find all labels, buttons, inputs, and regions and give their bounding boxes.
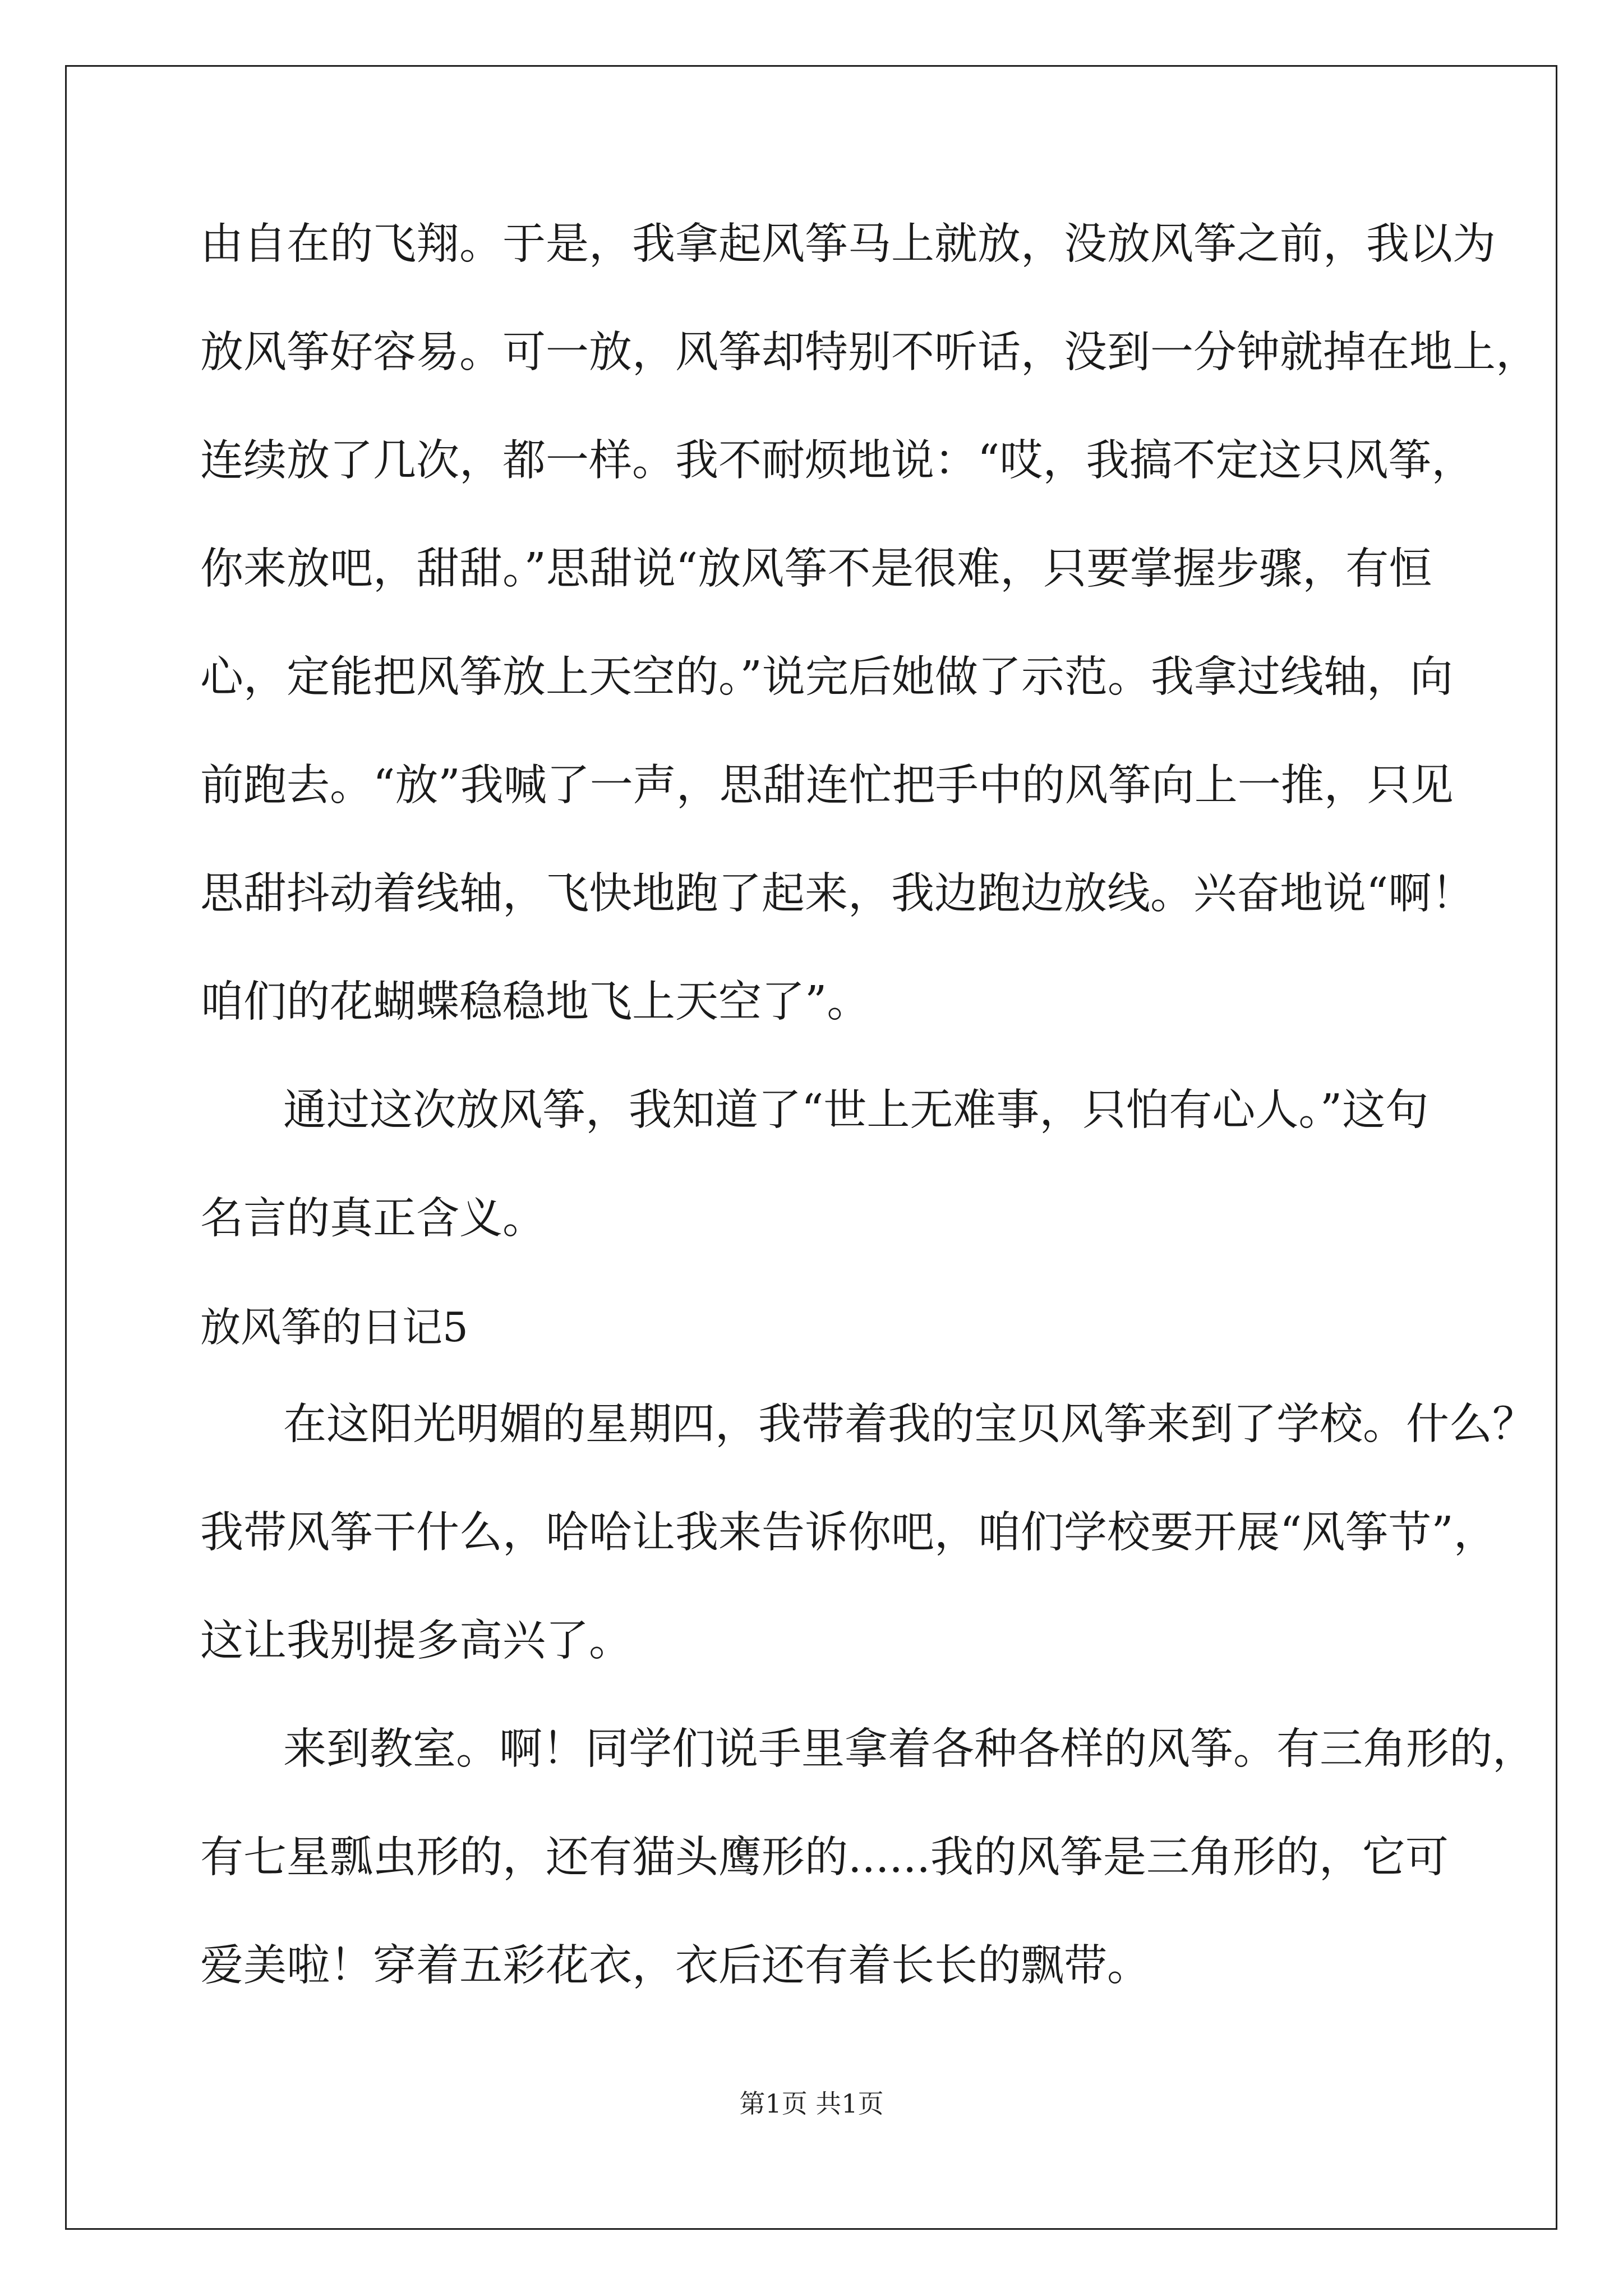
paragraph-line: 心，定能把风筝放上天空的。”说完后她做了示范。我拿过线轴，向: [200, 652, 1453, 702]
paragraph-line: 通过这次放风筝，我知道了“世上无难事，只怕有心人。”这句: [283, 1085, 1429, 1135]
paragraph-line: 爱美啦！穿着五彩花衣，衣后还有着长长的飘带。: [200, 1941, 1150, 1991]
paragraph-line: 放风筝好容易。可一放，风筝却特别不听话，没到一分钟就掉在地上，: [200, 328, 1539, 378]
paragraph-line: 由自在的飞翔。于是，我拿起风筝马上就放，没放风筝之前，我以为: [200, 219, 1496, 269]
paragraph-line: 前跑去。“放”我喊了一声，思甜连忙把手中的风筝向上一推，只见: [200, 761, 1454, 811]
paragraph-line: 这让我别提多高兴了。: [200, 1616, 632, 1666]
paragraph-line: 连续放了几次，都一样。我不耐烦地说：“哎，我搞不定这只风筝，: [200, 436, 1475, 486]
page-border: [65, 65, 1557, 2230]
paragraph-line: 我带风筝干什么，哈哈让我来告诉你吧，咱们学校要开展“风筝节”，: [200, 1508, 1497, 1558]
paragraph-line: 你来放吧，甜甜。”思甜说“放风筝不是很难，只要掌握步骤，有恒: [200, 544, 1432, 594]
paragraph-line: 咱们的花蝴蝶稳稳地飞上天空了”。: [200, 977, 870, 1027]
paragraph-line: 来到教室。啊！同学们说手里拿着各种各样的风筝。有三角形的，: [283, 1724, 1536, 1774]
paragraph-line: 名言的真正含义。: [200, 1194, 546, 1244]
paragraph-line: 有七星瓢虫形的，还有猫头鹰形的......我的风筝是三角形的，它可: [200, 1833, 1449, 1883]
page-footer: 第1页 共1页: [739, 2088, 884, 2119]
paragraph-line: 在这阳光明媚的星期四，我带着我的宝贝风筝来到了学校。什么？: [283, 1400, 1536, 1450]
paragraph-line: 思甜抖动着线轴，飞快地跑了起来，我边跑边放线。兴奋地说“啊！: [200, 869, 1475, 919]
section-heading: 放风筝的日记5: [200, 1304, 468, 1351]
